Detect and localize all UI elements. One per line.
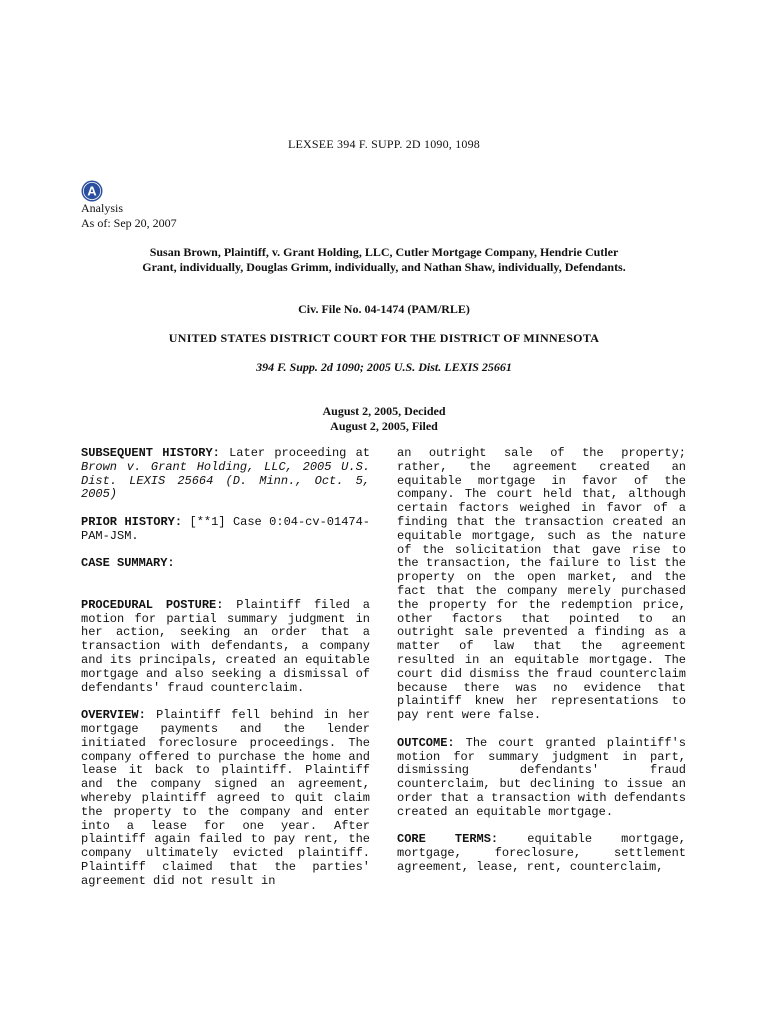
subsequent-history-text: Later proceeding at (219, 446, 370, 460)
procedural-posture (81, 599, 370, 696)
outcome-label: OUTCOME: (397, 735, 455, 750)
left-column (81, 447, 370, 889)
lexis-cite: 2005 U.S. Dist. LEXIS 25661 (366, 360, 512, 374)
case-dates (0, 404, 768, 434)
core-terms-text: equitable mortgage, mortgage, foreclosure, settlement agreement, lease, rent, counterclaim, (397, 832, 686, 874)
overview-text: Plaintiff fell behind in her mortgage payments and the lender initiated foreclosure proceedings. The company offered to purchase the home and lease it back to plaintiff. Plaintiff and the company signed an agreement, whereby plaintiff agreed to quit claim the property to the company and enter into a lease for one year. After plaintiff again failed to pay rent, the company ultimately evicted plaintiff. Plaintiff claimed that the parties' agreement did not result in (81, 708, 370, 888)
overview-continued: an outright sale of the property; rather, the agreement created an equitable mortgage in favor of the company. The court held that, although certain factors weighed in favor of a finding that the transaction created an equitable mortgage, such as the nature of the solicitation that gave rise to the transaction, the failure to list the property on the open market, and the fact that the company merely purchased the property for the redemption price, other factors that pointed to an outright sale prevented a finding as a matter of law that the agreement resulted in an equitable mortgage. The court did dismiss the fraud counterclaim because there was no evidence that plaintiff knew her representations to pay rent were false. (397, 446, 686, 723)
right-column (397, 447, 686, 875)
prior-history-label: PRIOR HISTORY: (81, 514, 183, 529)
reporter-cite: 394 F. Supp. 2d 1090 (256, 360, 360, 374)
outcome (397, 737, 686, 820)
analysis-label: Analysis (81, 201, 123, 215)
filed-date: August 2, 2005, Filed (330, 419, 438, 433)
procedural-posture-label: PROCEDURAL POSTURE: (81, 597, 224, 612)
core-terms (397, 833, 686, 874)
cite-separator: ; (359, 360, 367, 374)
analysis-date: As of: Sep 20, 2007 (81, 216, 177, 230)
subsequent-history-cite[interactable]: Brown v. Grant Holding, LLC, 2005 U.S. Dist. LEXIS 25664 (D. Minn., Oct. 5, 2005) (81, 459, 370, 502)
subsequent-history (81, 447, 370, 502)
case-summary-label: CASE SUMMARY: (81, 556, 175, 571)
prior-history (81, 516, 370, 544)
lexsee-citation: LEXSEE 394 F. SUPP. 2D 1090, 1098 (288, 137, 480, 151)
subsequent-history-label: SUBSEQUENT HISTORY: (81, 446, 220, 460)
overview-label: OVERVIEW: (81, 708, 146, 723)
analysis-badge-letter: A (87, 183, 97, 199)
analysis-badge-icon[interactable] (81, 180, 103, 202)
prior-history-text: [**1] Case 0:04-cv-01474-PAM-JSM. (81, 514, 370, 543)
case-summary (81, 557, 370, 571)
core-terms-label: CORE TERMS: (397, 832, 499, 847)
overview (81, 709, 370, 888)
analysis-block (81, 201, 177, 231)
court-name: UNITED STATES DISTRICT COURT FOR THE DISTRICT OF MINNESOTA (168, 331, 600, 345)
outcome-text: The court granted plaintiff's motion for summary judgment in part, dismissing defendants' fraud counterclaim, but declining to issue an order that a transaction with defendants created an equitable mortgage. (397, 735, 686, 819)
civil-file-number: Civ. File No. 04-1474 (PAM/RLE) (298, 302, 470, 316)
procedural-posture-text: Plaintiff filed a motion for partial summary judgment in her action, seeking an order that a transaction with defendants, a company and its principals, created an equitable mortgage and also seeking a dismissal of defendants' fraud counterclaim. (81, 597, 370, 695)
reporter-citations (0, 360, 768, 375)
decided-date: August 2, 2005, Decided (322, 404, 446, 418)
case-parties: Susan Brown, Plaintiff, v. Grant Holding, LLC, Cutler Mortgage Company, Hendrie Cutler Grant, individually, Douglas Grimm, individually, and Nathan Shaw, individually, Defendants. (142, 245, 626, 274)
